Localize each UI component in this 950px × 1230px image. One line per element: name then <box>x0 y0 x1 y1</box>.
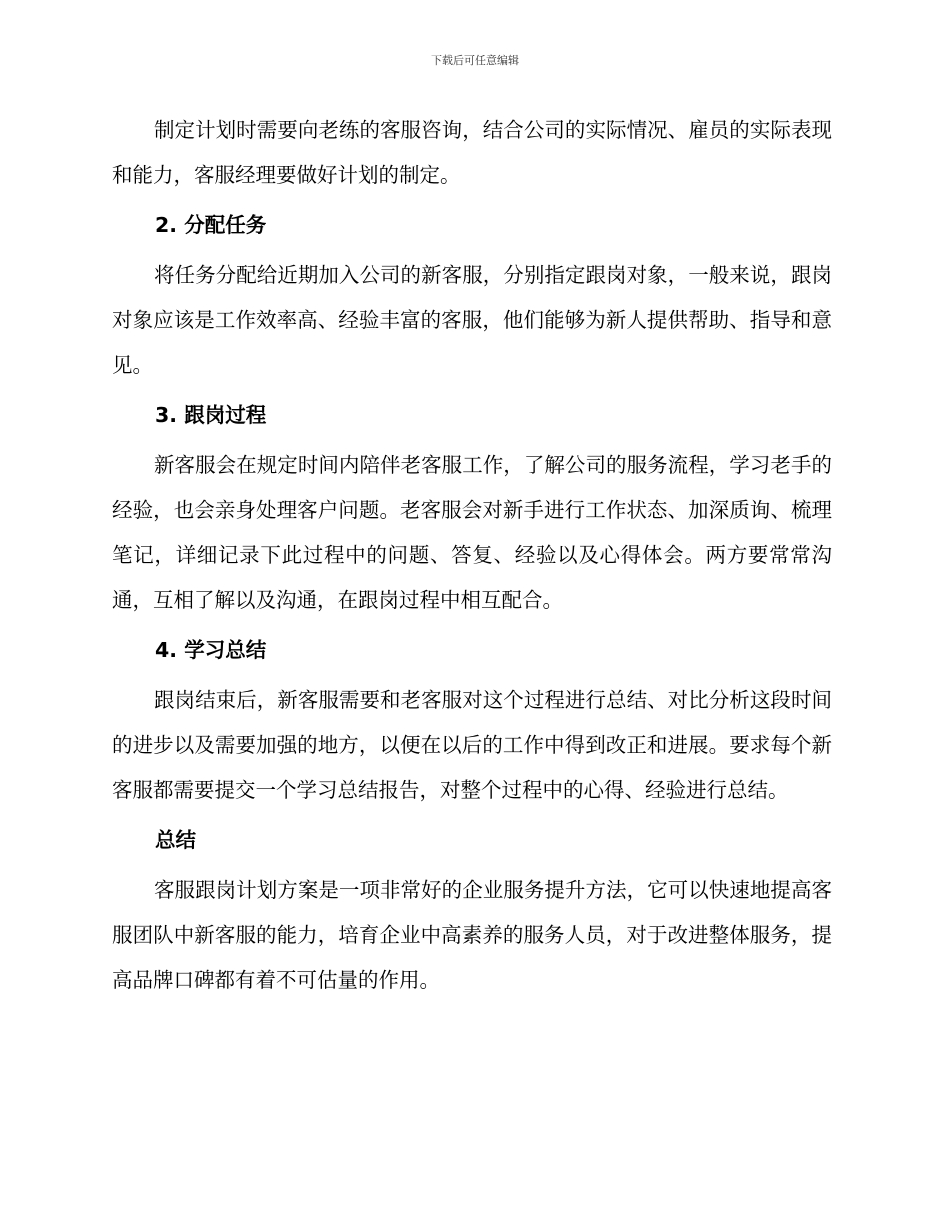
shadowing-process-paragraph: 新客服会在规定时间内陪伴老客服工作，了解公司的服务流程，学习老手的经验，也会亲身处理客户问题。老客服会对新手进行工作状态、加深质询、梳理笔记，详细记录下此过程中的问题、答复、经验以及心得体会。两方要常常沟通，互相了解以及沟通，在跟岗过程中相互配合。 <box>112 453 832 612</box>
intro-paragraph: 制定计划时需要向老练的客服咨询，结合公司的实际情况、雇员的实际表现和能力，客服经理要做好计划的制定。 <box>112 118 832 187</box>
document-body <box>112 108 832 1003</box>
section-heading-shadowing-process: 3. 跟岗过程 <box>155 403 267 427</box>
learning-summary-paragraph: 跟岗结束后，新客服需要和老客服对这个过程进行总结、对比分析这段时间的进步以及需要加强的地方，以便在以后的工作中得到改正和进展。要求每个新客服都需要提交一个学习总结报告，对整个过程中的心得、经验进行总结。 <box>112 688 832 802</box>
section-heading-assign-tasks: 2. 分配任务 <box>155 213 267 237</box>
page-header: 下载后可任意编辑 <box>431 54 519 67</box>
assign-tasks-paragraph: 将任务分配给近期加入公司的新客服，分别指定跟岗对象，一般来说，跟岗对象应该是工作效率高、经验丰富的客服，他们能够为新人提供帮助、指导和意见。 <box>112 263 832 377</box>
section-heading-conclusion: 总结 <box>155 828 196 852</box>
conclusion-paragraph: 客服跟岗计划方案是一项非常好的企业服务提升方法，它可以快速地提高客服团队中新客服的能力，培育企业中高素养的服务人员，对于改进整体服务，提高品牌口碑都有着不可估量的作用。 <box>112 878 832 992</box>
section-heading-learning-summary: 4. 学习总结 <box>155 638 267 662</box>
